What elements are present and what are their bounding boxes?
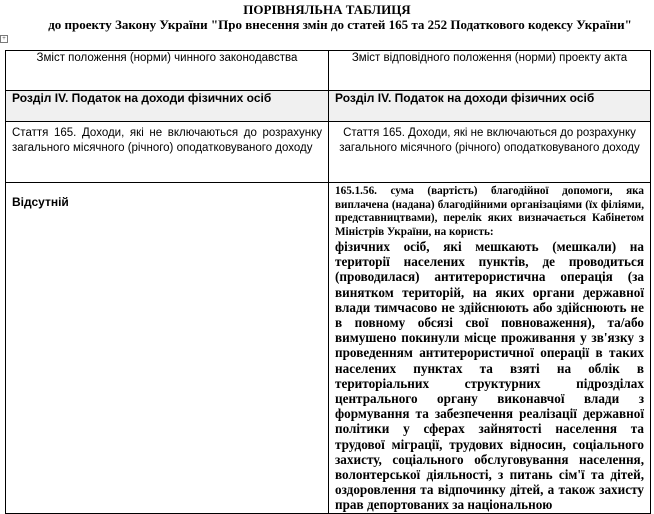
col-right-header: Зміст відповідного положення (норми) проекту акта: [329, 51, 651, 91]
section-right: Розділ IV. Податок на доходи фізичних осіб: [329, 91, 651, 122]
body-row: [6, 183, 651, 514]
document-title: [0, 2, 654, 32]
title-line-2: до проекту Закону України "Про внесення змін до статей 165 та 252 Податкового кодексу України": [48, 17, 632, 32]
table-header-row: [6, 51, 651, 91]
article-row: [6, 122, 651, 183]
comparison-table: [5, 50, 651, 514]
col-left-header: Зміст положення (норми) чинного законодавства: [6, 51, 329, 91]
section-row: [6, 91, 651, 122]
body-left: Відсутній: [6, 183, 329, 514]
article-left: Стаття 165. Доходи, які не включаються до розрахунку загального місячного (річного) оподатковуваного доходу: [6, 122, 329, 183]
article-right: Стаття 165. Доходи, які не включаються до розрахунку загального місячного (річного) оподатковуваного доходу: [329, 122, 651, 183]
body-right-main: фізичних осіб, які мешкають (мешкали) на території населених пунктів, де проводиться (проводилася) антитерористична операція (за винятком територій, на яких органи державної влади тимчасово не здійснюють або здійснюють не в повному обсязі свої повноваження), та/або вимушено покинули місце проживання у зв'язку з проведенням антитерористичної операції в таких населених пунктах та взяті на облік в територіальних структурних підрозділах центрального органу виконавчої влади з формування та забезпечення реалізації державної політики у сферах зайнятості населення та трудової міграції, трудових відносин, соціального захисту, соціального обслуговування населення, волонтерської діяльності, з питань сім'ї та дітей, оздоровлення та відпочинку дітей, а також захисту прав депортованих за національною: [335, 239, 644, 513]
title-line-1: ПОРІВНЯЛЬНА ТАБЛИЦЯ: [243, 2, 411, 17]
table-move-handle-icon[interactable]: +: [0, 35, 8, 43]
body-right-lead: 165.1.56. сума (вартість) благодійної допомоги, яка виплачена (надана) благодійними організаціями (їх філіями, представництвами), перелік яких визначається Кабінетом Міністрів України, на користь:: [335, 185, 644, 238]
section-left: Розділ IV. Податок на доходи фізичних осіб: [6, 91, 329, 122]
body-right: [329, 183, 651, 514]
